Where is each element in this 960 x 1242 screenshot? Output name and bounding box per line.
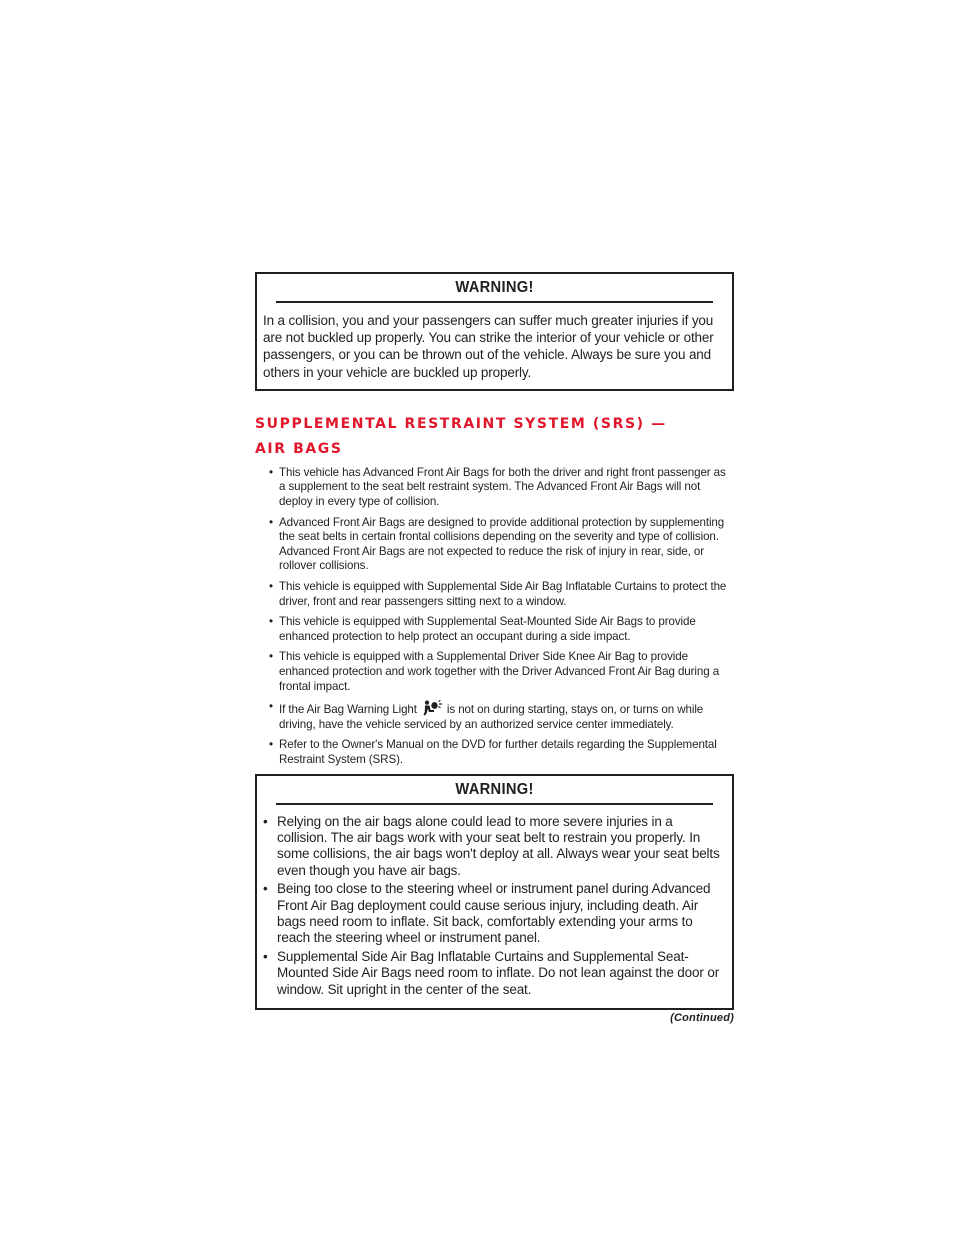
airbag-bullet-list	[255, 466, 734, 768]
list-item	[265, 516, 734, 574]
bullet-text: This vehicle is equipped with Supplemental Seat-Mounted Side Air Bags to provide enhanced protection to help protect an occupant during a side impact.	[279, 615, 696, 643]
warning-item-text: Relying on the air bags alone could lead to more severe injuries in a collision. The air bags work with your seat belt to restrain you properly. In some collisions, the air bags won't deploy at all. Always wear your seat belts even though you have air bags.	[277, 813, 720, 878]
manual-page	[255, 272, 734, 1024]
bullet-dot: •	[263, 881, 268, 897]
list-item	[265, 615, 734, 644]
list-item	[265, 738, 734, 767]
warning-list	[257, 805, 732, 1008]
section-title	[255, 412, 734, 462]
continued-label: (Continued)	[670, 1011, 734, 1024]
warning-light-text-before: If the Air Bag Warning Light	[279, 703, 417, 717]
warning-light-text-after: is not on during starting, stays on, or turns on while driving, have the vehicle serviced by an authorized service center immediately.	[279, 703, 704, 731]
warning-heading: WARNING!	[276, 274, 713, 303]
bullet-dot: •	[263, 948, 268, 964]
bullet-text: This vehicle is equipped with Supplemental Side Air Bag Inflatable Curtains to protect the driver, front and rear passengers sitting next to a window.	[279, 579, 727, 608]
bullet-dot: •	[269, 700, 273, 714]
bullet-dot: •	[269, 738, 273, 752]
warning-box-airbags	[255, 774, 734, 1010]
list-item	[263, 949, 726, 998]
bullet-text: Refer to the Owner's Manual on the DVD for further details regarding the Supplemental Restraint System (SRS).	[279, 738, 717, 766]
bullet-text: Advanced Front Air Bags are designed to provide additional protection by supplementing the seat belts in certain frontal collisions depending on the severity and type of collision. Advanced Front Air Bags are not expected to reduce the risk of injury in rear, side, or rollover collisions.	[279, 515, 725, 573]
section-title-line-2: AIR BAGS	[255, 440, 343, 457]
warning-item-text: Supplemental Side Air Bag Inflatable Curtains and Supplemental Seat-Mounted Side Air Bags need room to inflate. Do not lean against the door or window. Sit upright in the center of the seat.	[277, 948, 720, 997]
bullet-dot: •	[269, 465, 273, 479]
warning-item-text: Being too close to the steering wheel or instrument panel during Advanced Front Air Bag deployment could cause serious injury, including death. Air bags need room to inflate. Sit back, comfortably extending your arms to reach the steering wheel or instrument panel.	[277, 881, 711, 946]
bullet-text: This vehicle has Advanced Front Air Bags for both the driver and right front passenger as a supplement to the seat belt restraint system. The Advanced Front Air Bags will not deploy in every type of collision.	[279, 465, 726, 508]
bullet-dot: •	[263, 813, 268, 829]
warning-heading: WARNING!	[276, 776, 713, 805]
airbag-warning-light-icon	[421, 700, 443, 716]
warning-text: In a collision, you and your passengers can suffer much greater injuries if you are not buckled up properly. You can strike the interior of your vehicle or other passengers, or you can be thrown out of the vehicle. Always be sure you and others in your vehicle are buckled up properly.	[263, 313, 714, 380]
bullet-dot: •	[269, 515, 273, 529]
list-item	[265, 466, 734, 510]
warning-box-seatbelt	[255, 272, 734, 391]
list-item	[263, 881, 726, 947]
bullet-text: This vehicle is equipped with a Supplemental Driver Side Knee Air Bag to provide enhanced protection and work together with the Driver Advanced Front Air Bag during a frontal impact.	[279, 650, 720, 693]
bullet-dot: •	[269, 615, 273, 629]
list-item	[265, 700, 734, 732]
list-item	[263, 814, 726, 880]
list-item	[265, 580, 734, 609]
bullet-dot: •	[269, 579, 273, 593]
bullet-dot: •	[269, 650, 273, 664]
list-item	[265, 650, 734, 694]
section-title-line-1: SUPPLEMENTAL RESTRAINT SYSTEM (SRS) —	[255, 415, 667, 432]
